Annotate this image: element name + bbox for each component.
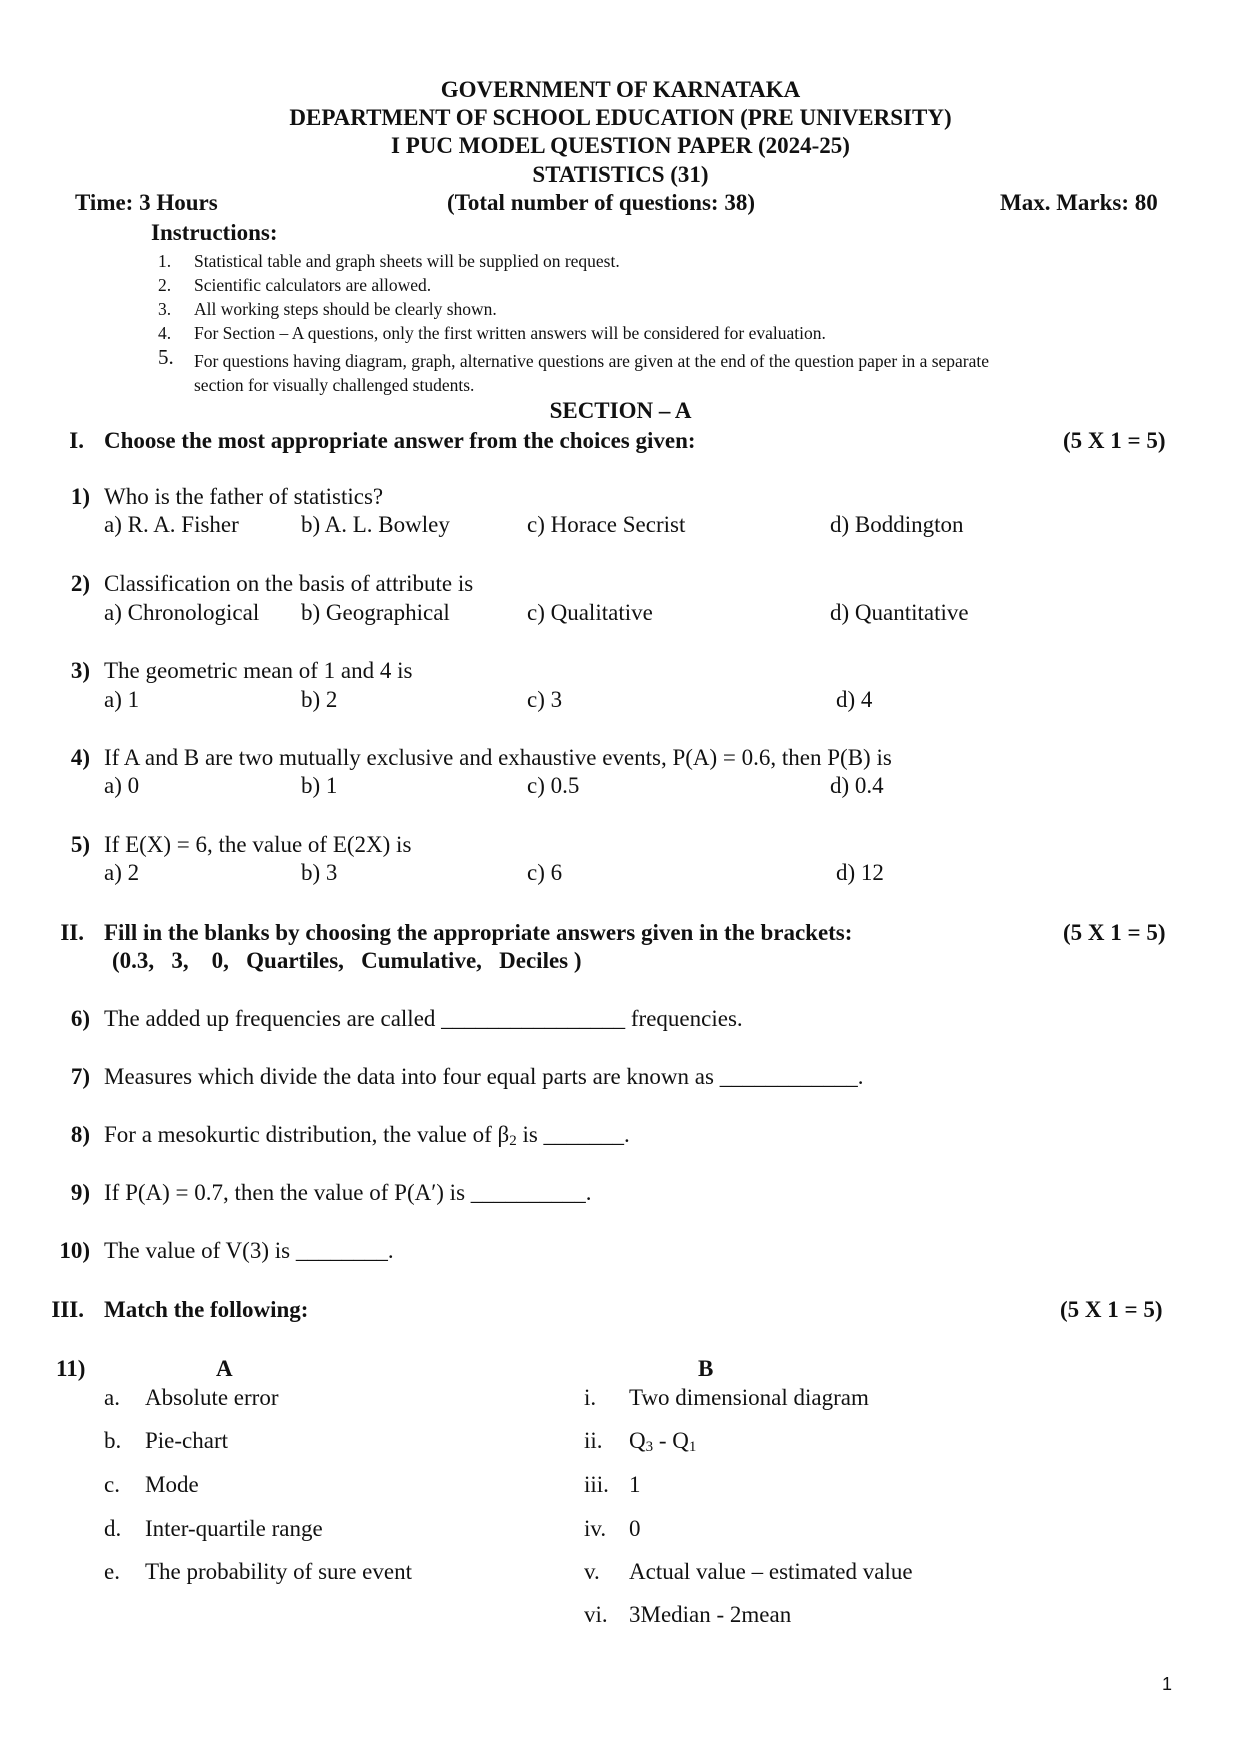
- match-left-item: The probability of sure event: [145, 1559, 412, 1584]
- time-label: Time: 3 Hours: [75, 190, 218, 215]
- match-right-key: v.: [584, 1559, 600, 1584]
- column-a-heading: A: [216, 1356, 233, 1381]
- question-text: Classification on the basis of attribute is: [104, 571, 474, 596]
- question-text: If A and B are two mutually exclusive and exhaustive events, P(A) = 0.6, then P(B) is: [104, 745, 892, 770]
- option-c: c) Qualitative: [527, 600, 653, 625]
- question-number: 6): [70, 1006, 90, 1031]
- option-c: c) Horace Secrist: [527, 512, 686, 537]
- option-d: d) 4: [836, 687, 873, 712]
- option-d: d) Boddington: [830, 512, 964, 537]
- column-b-heading: B: [698, 1356, 714, 1381]
- q1-symbol: - Q: [653, 1428, 689, 1453]
- question-text: If E(X) = 6, the value of E(2X) is: [104, 832, 412, 857]
- instruction-text: All working steps should be clearly shown.: [194, 299, 497, 319]
- match-right-item: Actual value – estimated value: [629, 1559, 913, 1584]
- match-left-key: c.: [104, 1472, 120, 1497]
- option-c: c) 3: [527, 687, 563, 712]
- part-i-marks: (5 X 1 = 5): [1063, 428, 1166, 453]
- option-a: a) R. A. Fisher: [104, 512, 239, 537]
- match-left-key: b.: [104, 1428, 122, 1453]
- instruction-number: 5.: [158, 345, 174, 369]
- instructions-title: Instructions:: [151, 220, 278, 245]
- question-number: 2): [70, 571, 90, 596]
- question-number: 8): [70, 1122, 90, 1147]
- section-a-title: SECTION – A: [549, 398, 692, 423]
- match-right-key: iv.: [584, 1516, 607, 1541]
- option-a: a) 0: [104, 773, 140, 798]
- question-number: 9): [70, 1180, 90, 1205]
- match-right-item: Two dimensional diagram: [629, 1385, 869, 1410]
- part-ii-marks: (5 X 1 = 5): [1063, 920, 1166, 945]
- question-text-part: is _______.: [516, 1122, 630, 1147]
- match-left-item: Pie-chart: [145, 1428, 229, 1453]
- max-marks-label: Max. Marks: 80: [1000, 190, 1158, 215]
- option-d: d) 0.4: [830, 773, 884, 798]
- instruction-number: 2.: [158, 275, 172, 295]
- part-iii-title: Match the following:: [104, 1297, 309, 1322]
- instruction-number: 3.: [158, 299, 172, 319]
- instruction-text: Statistical table and graph sheets will be supplied on request.: [194, 251, 620, 271]
- match-right-item: 3Median - 2mean: [629, 1602, 792, 1627]
- question-number: 10): [59, 1238, 90, 1263]
- option-d: d) 12: [836, 860, 884, 885]
- match-left-key: d.: [104, 1516, 122, 1541]
- option-c: c) 6: [527, 860, 563, 885]
- header-line-3: I PUC MODEL QUESTION PAPER (2024-25): [391, 133, 850, 158]
- part-iii-marks: (5 X 1 = 5): [1060, 1297, 1163, 1322]
- beta-subscript: 2: [509, 1133, 517, 1149]
- part-iii-number: III.: [51, 1297, 84, 1322]
- question-number: 4): [70, 745, 90, 770]
- question-number: 5): [70, 832, 90, 857]
- part-ii-number: II.: [60, 920, 84, 945]
- option-d: d) Quantitative: [830, 600, 969, 625]
- match-right-item: 1: [629, 1472, 641, 1497]
- match-right-key: ii.: [584, 1428, 603, 1453]
- option-a: a) 2: [104, 860, 140, 885]
- page-number: 1: [1162, 1674, 1173, 1694]
- header-line-1: GOVERNMENT OF KARNATAKA: [440, 77, 801, 102]
- instruction-number: 4.: [158, 323, 172, 343]
- instruction-number: 1.: [158, 251, 172, 271]
- option-a: a) 1: [104, 687, 140, 712]
- question-text-part: For a mesokurtic distribution, the value of β: [104, 1122, 510, 1147]
- match-right-key: i.: [584, 1385, 597, 1410]
- q3-subscript: 3: [645, 1439, 654, 1455]
- option-a: a) Chronological: [104, 600, 260, 625]
- match-left-item: Absolute error: [145, 1385, 279, 1410]
- question-text: The added up frequencies are called ________________ frequencies.: [104, 1006, 743, 1031]
- match-right-key: iii.: [584, 1472, 609, 1497]
- option-c: c) 0.5: [527, 773, 580, 798]
- match-left-key: e.: [104, 1559, 120, 1584]
- question-text: Who is the father of statistics?: [104, 484, 384, 509]
- question-text: If P(A) = 0.7, then the value of P(A′) is __________.: [104, 1180, 592, 1205]
- question-text: [104, 1122, 630, 1150]
- question-text: Measures which divide the data into four equal parts are known as ____________.: [104, 1064, 864, 1089]
- part-i-number: I.: [69, 428, 84, 453]
- part-i-title: Choose the most appropriate answer from the choices given:: [104, 428, 696, 453]
- match-left-item: Inter-quartile range: [145, 1516, 323, 1541]
- question-text: The geometric mean of 1 and 4 is: [104, 658, 413, 683]
- match-right-item: 0: [629, 1516, 641, 1541]
- question-text: The value of V(3) is ________.: [104, 1238, 394, 1263]
- instruction-text-continued: section for visually challenged students.: [194, 375, 475, 395]
- header-line-4: STATISTICS (31): [532, 162, 709, 187]
- option-b: b) Geographical: [301, 600, 450, 625]
- total-questions-label: (Total number of questions: 38): [447, 190, 755, 215]
- option-b: b) 2: [301, 687, 338, 712]
- question-number: 7): [70, 1064, 90, 1089]
- match-left-key: a.: [104, 1385, 120, 1410]
- option-b: b) 3: [301, 860, 338, 885]
- q3-symbol: Q: [629, 1428, 646, 1453]
- question-number: 1): [70, 484, 90, 509]
- instruction-text: Scientific calculators are allowed.: [194, 275, 432, 295]
- option-b: b) 1: [301, 773, 338, 798]
- header-line-2: DEPARTMENT OF SCHOOL EDUCATION (PRE UNIVERSITY): [289, 105, 952, 130]
- match-left-item: Mode: [145, 1472, 199, 1497]
- part-ii-title: Fill in the blanks by choosing the appropriate answers given in the brackets:: [104, 920, 853, 945]
- q1-subscript: 1: [688, 1439, 697, 1455]
- question-number: 3): [70, 658, 90, 683]
- fill-in-choices: (0.3, 3, 0, Quartiles, Cumulative, Deciles ): [112, 948, 582, 973]
- question-number: 11): [56, 1356, 86, 1381]
- option-b: b) A. L. Bowley: [301, 512, 450, 537]
- match-right-key: vi.: [584, 1602, 608, 1627]
- match-right-item: [629, 1428, 696, 1456]
- instruction-text: For Section – A questions, only the first written answers will be considered for evaluation.: [194, 323, 826, 343]
- instruction-text: For questions having diagram, graph, alternative questions are given at the end of the question paper in a separate: [194, 351, 990, 371]
